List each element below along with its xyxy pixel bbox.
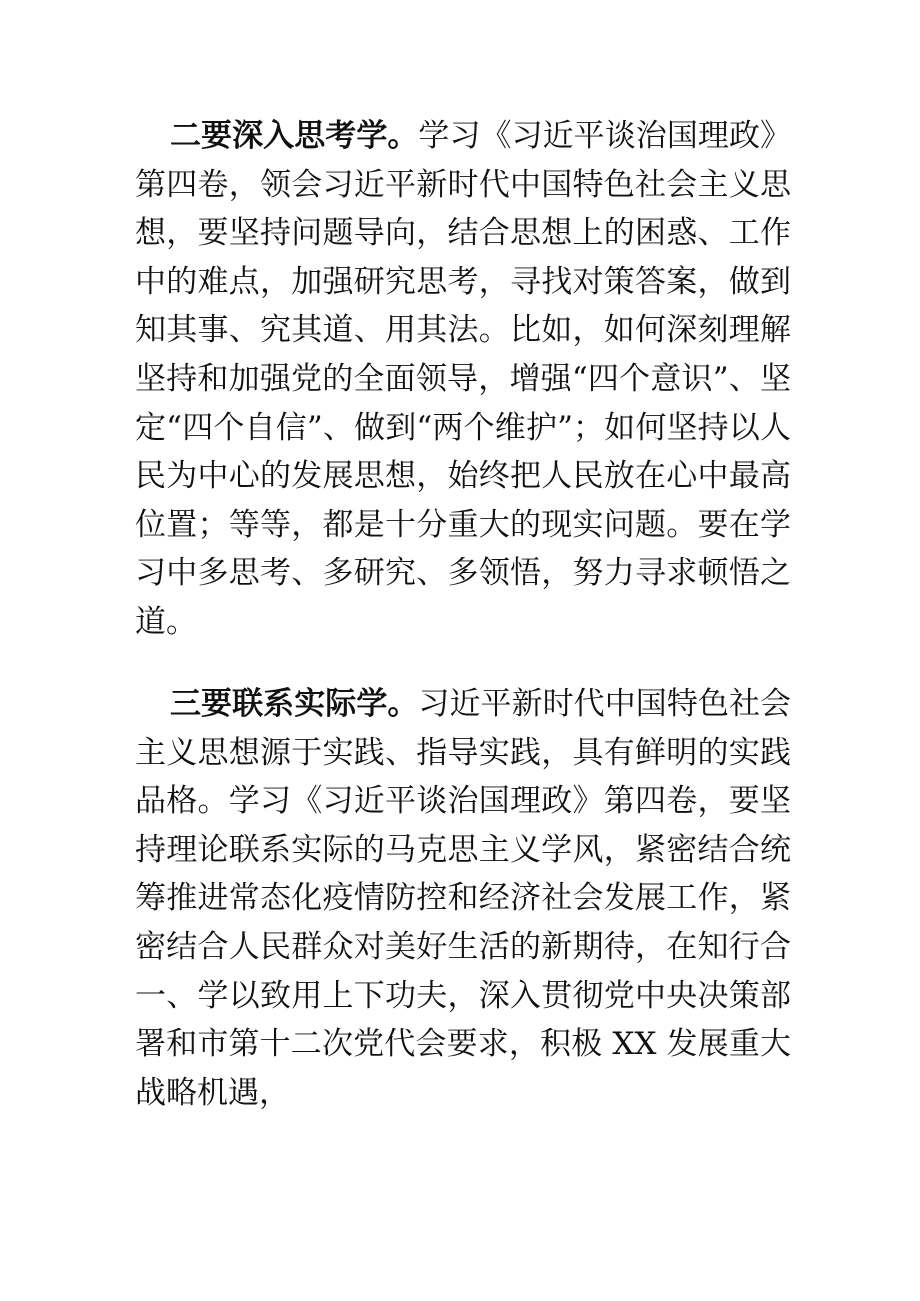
paragraph-body-text: 习近平新时代中国特色社会主义思想源于实践、指导实践，具有鲜明的实践品格。学习《习近平谈治国理政》第四卷，要坚持理论联系实际的马克思主义学风，紧密结合统筹推进常态化疫情防控和经济社会发展工作，紧密结合人民群众对美好生活的新期待，在知行合一、学以致用上下功夫，深入贯彻党中央决策部署和市第十二次党代会要求，积极 XX 发展重大战略机遇， [135, 686, 791, 1111]
paragraph-body-text: 学习《习近平谈治国理政》第四卷，领会习近平新时代中国特色社会主义思想，要坚持问题导向，结合思想上的困惑、工作中的难点，加强研究思考，寻找对策答案，做到知其事、究其道、用其法。比如，如何深刻理解坚持和加强党的全面领导，增强“四个意识”、坚定“四个自信”、做到“两个维护”；如何坚持以人民为中心的发展思想，始终把人民放在心中最高位置；等等，都是十分重大的现实问题。要在学习中多思考、多研究、多领悟，努力寻求顿悟之道。 [135, 118, 791, 640]
paragraph-deep-thinking [135, 112, 791, 647]
paragraph-practice [135, 680, 791, 1117]
paragraph-lead-heading: 三要联系实际学。 [170, 686, 419, 722]
paragraph-lead-heading: 二要深入思考学。 [170, 118, 419, 154]
